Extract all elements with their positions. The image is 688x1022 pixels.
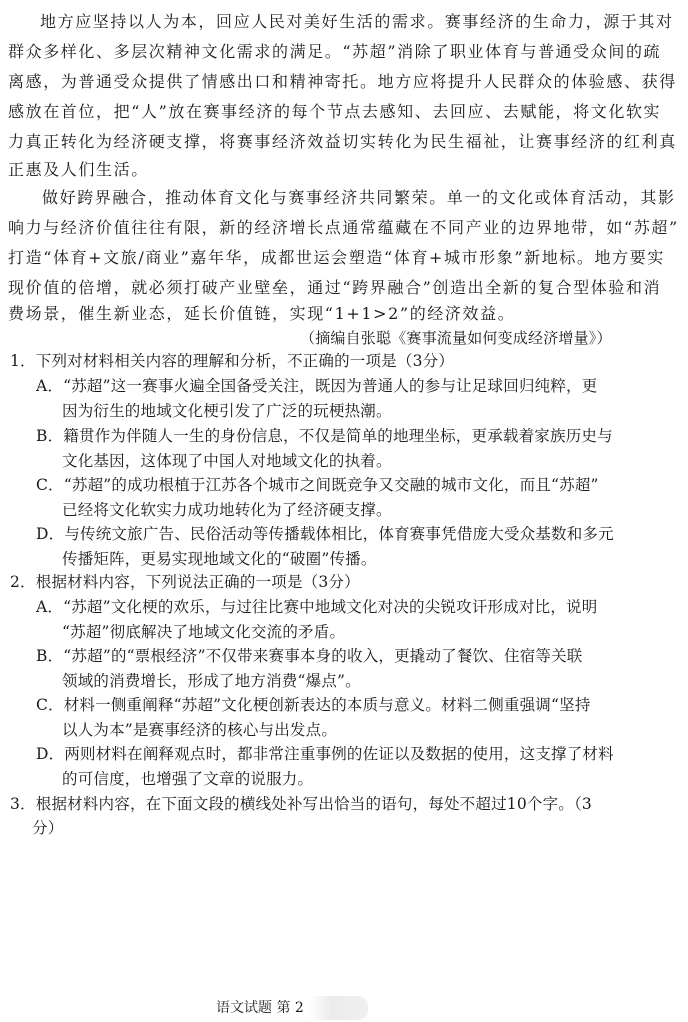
option-b-line: B．“苏超”的“票根经济”不仅带来赛事本身的收入，更撬动了餐饮、住宿等关联 (36, 647, 583, 665)
option-b-line: 文化基因，这体现了中国人对地域文化的执着。 (62, 452, 392, 470)
passage-line: 感放在首位，把“人”放在赛事经济的每个节点去感知、去回应、去赋能，将文化软实 (8, 102, 662, 121)
passage-line: 响力与经济价值往往有限，新的经济增长点通常蕴藏在不同产业的边界地带，如“苏超” (8, 218, 679, 237)
option-a-line: “苏超”彻底解决了地域文化交流的矛盾。 (62, 623, 346, 641)
question-stem: 2．根据材料内容，下列说法正确的一项是（3分） (10, 573, 360, 591)
option-a-line: 因为衍生的地域文化梗引发了广泛的玩梗热潮。 (62, 402, 392, 420)
option-b-line: B．籍贯作为伴随人一生的身份信息，不仅是简单的地理坐标，更承载着家族历史与 (36, 427, 613, 445)
option-d-line: D．与传统文旅广告、民俗活动等传播载体相比，体育赛事凭借庞大受众基数和多元 (36, 525, 614, 543)
passage-line: 正惠及人们生活。 (8, 160, 149, 179)
option-c-line: C．材料一侧重阐释“苏超”文化梗创新表达的本质与意义。材料二侧重强调“坚持 (36, 696, 591, 714)
question-stem-continued: 分） (32, 819, 64, 837)
passage-line: 地方应坚持以人为本，回应人民对美好生活的需求。赛事经济的生命力，源于其对 (40, 12, 674, 31)
passage-line: 力真正转化为经济硬支撑，将赛事经济效益切实转化为民生福祉，让赛事经济的红利真 (8, 132, 677, 151)
option-d-line: 传播矩阵，更易实现地域文化的“破圈”传播。 (62, 550, 377, 568)
option-d-line: 的可信度，也增强了文章的说服力。 (62, 770, 314, 788)
passage-line: 打造“体育+文旅/商业”嘉年华，成都世运会塑造“体育+城市形象”新地标。地方要实 (8, 248, 665, 267)
option-c-line: C．“苏超”的成功根植于江苏各个城市之间既竞争又交融的城市文化，而且“苏超” (36, 476, 599, 494)
question-stem: 1．下列对材料相关内容的理解和分析，不正确的一项是（3分） (10, 352, 455, 370)
option-a-line: A．“苏超”这一赛事火遍全国备受关注，既因为普通人的参与让足球回归纯粹，更 (36, 377, 598, 395)
option-b-line: 领域的消费增长，形成了地方消费“爆点”。 (62, 672, 361, 690)
option-a-line: A．“苏超”文化梗的欢乐，与过往比赛中地域文化对决的尖锐攻讦形成对比，说明 (36, 598, 598, 616)
page-footer: 语文试题 第 2 (216, 1000, 304, 1016)
passage-line: 做好跨界融合，推动体育文化与赛事经济共同繁荣。单一的文化或体育活动，其影 (42, 188, 676, 207)
option-c-line: 以人为本”是赛事经济的核心与出发点。 (62, 721, 338, 739)
option-d-line: D．两则材料在阐释观点时，都非常注重事例的佐证以及数据的使用，这支撑了材料 (36, 745, 614, 763)
passage-line: 群众多样化、多层次精神文化需求的满足。“苏超”消除了职业体育与普通受众间的疏 (8, 42, 662, 61)
passage-line: 现价值的倍增，就必须打破产业壁垒，通过“跨界融合”创造出全新的复合型体验和消 (8, 278, 662, 297)
question-stem: 3．根据材料内容，在下面文段的横线处补写出恰当的语句，每处不超过10个字。（3 (10, 795, 592, 813)
passage-line: 费场景，催生新业态，延长价值链，实现“1+1>2”的经济效益。 (8, 304, 516, 323)
scan-smudge (308, 996, 368, 1020)
passage-source: （摘编自张聪《赛事流量如何变成经济增量》） (300, 329, 612, 347)
option-c-line: 已经将文化软实力成功地转化为了经济硬支撑。 (62, 501, 392, 519)
passage-line: 离感，为普通受众提供了情感出口和精神寄托。地方应将提升人民群众的体验感、获得 (8, 72, 677, 91)
